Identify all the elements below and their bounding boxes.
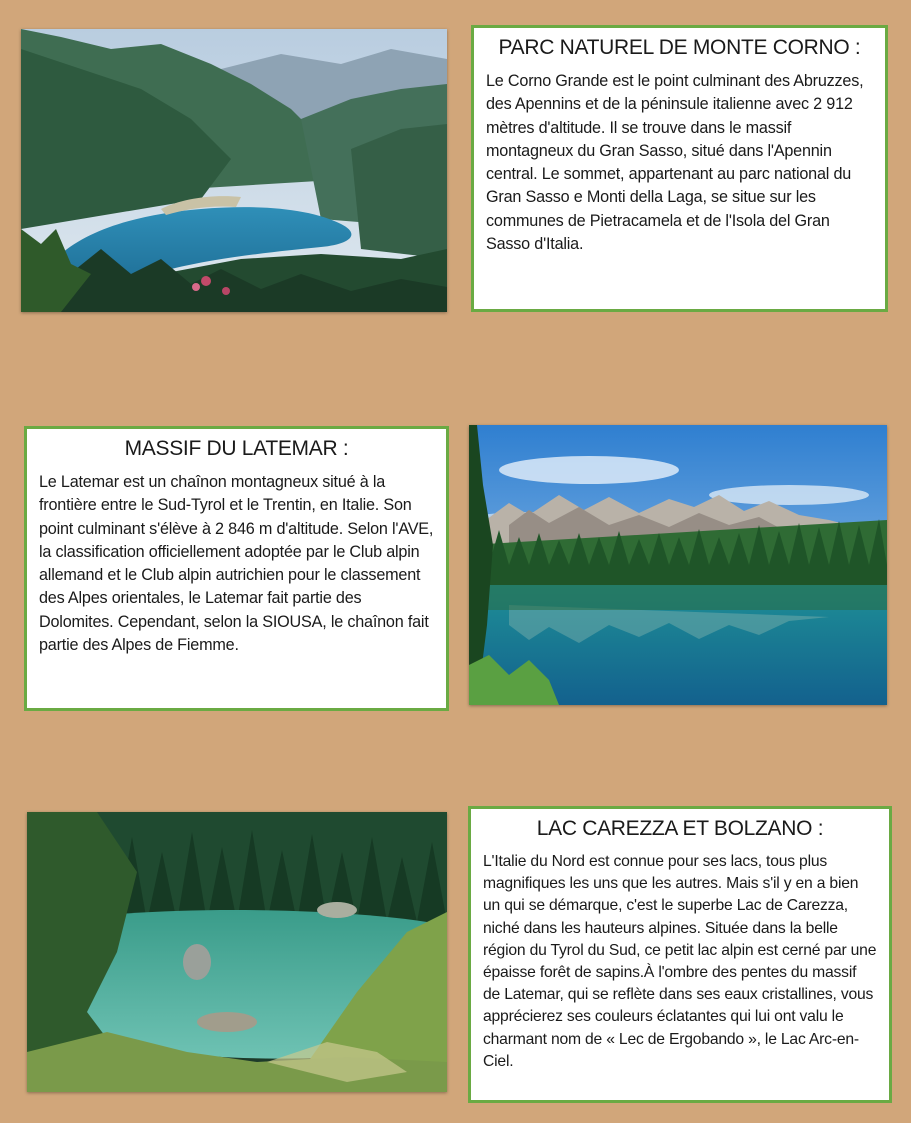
section-latemar (24, 426, 449, 711)
photo-lac-carezza (27, 812, 447, 1092)
photo-latemar-lake-reflection (469, 425, 887, 705)
section-title: PARC NATUREL DE MONTE CORNO : (498, 36, 861, 59)
photo-monte-corno-lake (21, 29, 447, 312)
section-title: MASSIF DU LATEMAR : (124, 437, 349, 460)
section-text: Le Latemar est un chaînon montagneux situé à la frontière entre le Sud-Tyrol et le Trentin, en Italie. Son point culminant s'élève à 2 846 m d'altitude. Selon l'AVE, la classification officiellement adoptée par le Club alpin allemand et le Club alpin autrichien pour le classement des Alpes orientales, le Latemar fait partie des Dolomites. Cependant, selon la SIOUSA, le chaînon fait partie des Alpes de Fiemme. (39, 473, 434, 655)
section-monte-corno (471, 25, 888, 312)
section-title: LAC CAREZZA ET BOLZANO : (536, 817, 824, 840)
section-text: Le Corno Grande est le point culminant des Abruzzes, des Apennins et de la péninsule italienne avec 2 912 mètres d'altitude. Il se trouve dans le massif montagneux du Gran Sasso, situé dans l'Apennin central. Le sommet, appartenant au parc national du Gran Sasso e Monti della Laga, se situe sur les communes de Pietracamela et de l'Isola del Gran Sasso d'Italia. (486, 72, 864, 254)
section-lac-carezza (468, 806, 892, 1103)
section-text: L'Italie du Nord est connue pour ses lacs, tous plus magnifiques les uns que les autres. Mais s'il y en a bien un qui se démarque, c'est le superbe Lac de Carezza, niché dans les hauteurs alpines. Située dans la belle région du Tyrol du Sud, ce petit lac alpin est cerné par une épaisse forêt de sapins.À l'ombre des pentes du massif de Latemar, qui se reflète dans ses eaux cristallines, vous apprécierez ses couleurs éclatantes qui lui ont valu le charmant nom de « Lec de Ergobando », le Lac Arc-en-Ciel. (483, 853, 877, 1070)
